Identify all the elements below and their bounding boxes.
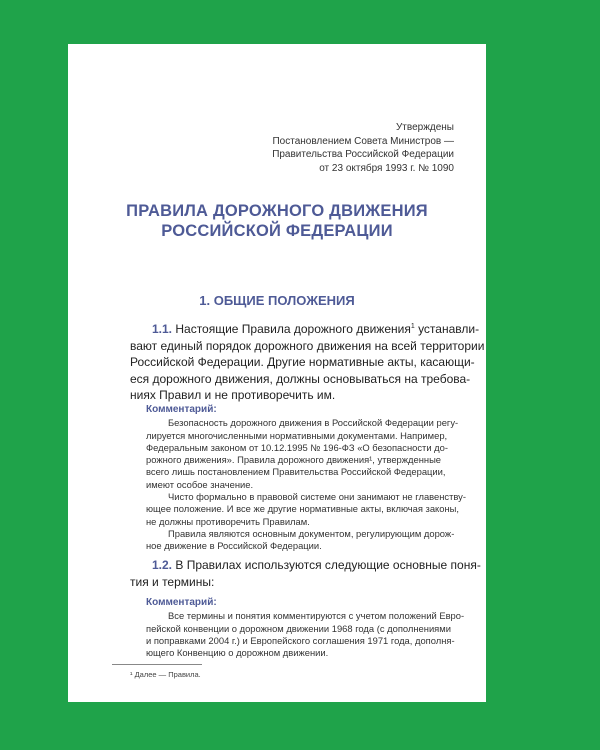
paragraph-1-1: 1.1. Настоящие Правила дорожного движения$^1$ устанавли- вают единый порядок дорожного движения на всей территории Российской Федерации. Другие нормативные акты, касающи- еся дорожного движения, должны основываться на требова- ниях Правил и не противоречить им. (130, 322, 485, 402)
approval-line: Утверждены (395, 122, 454, 133)
approval-line: Постановлением Совета Министров — (272, 135, 454, 147)
paragraph-1-2: 1.2. В Правилах используются следующие основные поня- тия и термины: (130, 558, 481, 589)
comment-heading: Комментарий: (146, 597, 217, 608)
paragraph-number: 1.1. (152, 322, 173, 336)
document-title (68, 201, 486, 241)
title-line: ПРАВИЛА ДОРОЖНОГО ДВИЖЕНИЯ (126, 202, 428, 220)
comment-block: Комментарий: Безопасность дорожного движения в Российской Федерации регу- лируется многочисленными нормативными документами. Например, Федеральным законом от 10.12.1995 № 196-ФЗ «О безопасности до- рожного движения». Правила дорожного движения¹, утвержденные всего лишь постановлением Правительства Российской Федерации, имеют особое значение. Чисто формально в правовой системе они занимают не главенству- ющее положение. И все же другие нормативные акты, включая законы, не должны противоречить Правилам. Правила являются основным документом, регулирующим дорож- ное движение в Российской Федерации. (146, 404, 466, 552)
approval-line: от 23 октября 1993 г. № 1090 (319, 162, 454, 174)
section-title: 1. ОБЩИЕ ПОЛОЖЕНИЯ (199, 293, 355, 308)
footnote-divider (112, 664, 202, 665)
footnote-ref: 1 (410, 323, 415, 330)
paragraph-number: 1.2. (152, 558, 173, 572)
footnote: ¹ Далее — Правила. (130, 670, 201, 679)
comment-block: Комментарий: Все термины и понятия комментируются с учетом положений Евро- пейской конвенции о дорожном движении 1968 года (с дополнениями и поправками 2004 г.) и Европейского соглашения 1971 года, дополня- ющего Конвенцию о дорожном движении. (146, 597, 465, 659)
title-line: РОССИЙСКОЙ ФЕДЕРАЦИИ (161, 222, 393, 240)
approval-line: Правительства Российской Федерации (272, 149, 454, 160)
document-page (68, 44, 486, 702)
comment-heading: Комментарий: (146, 404, 217, 415)
approval-block (272, 121, 454, 175)
